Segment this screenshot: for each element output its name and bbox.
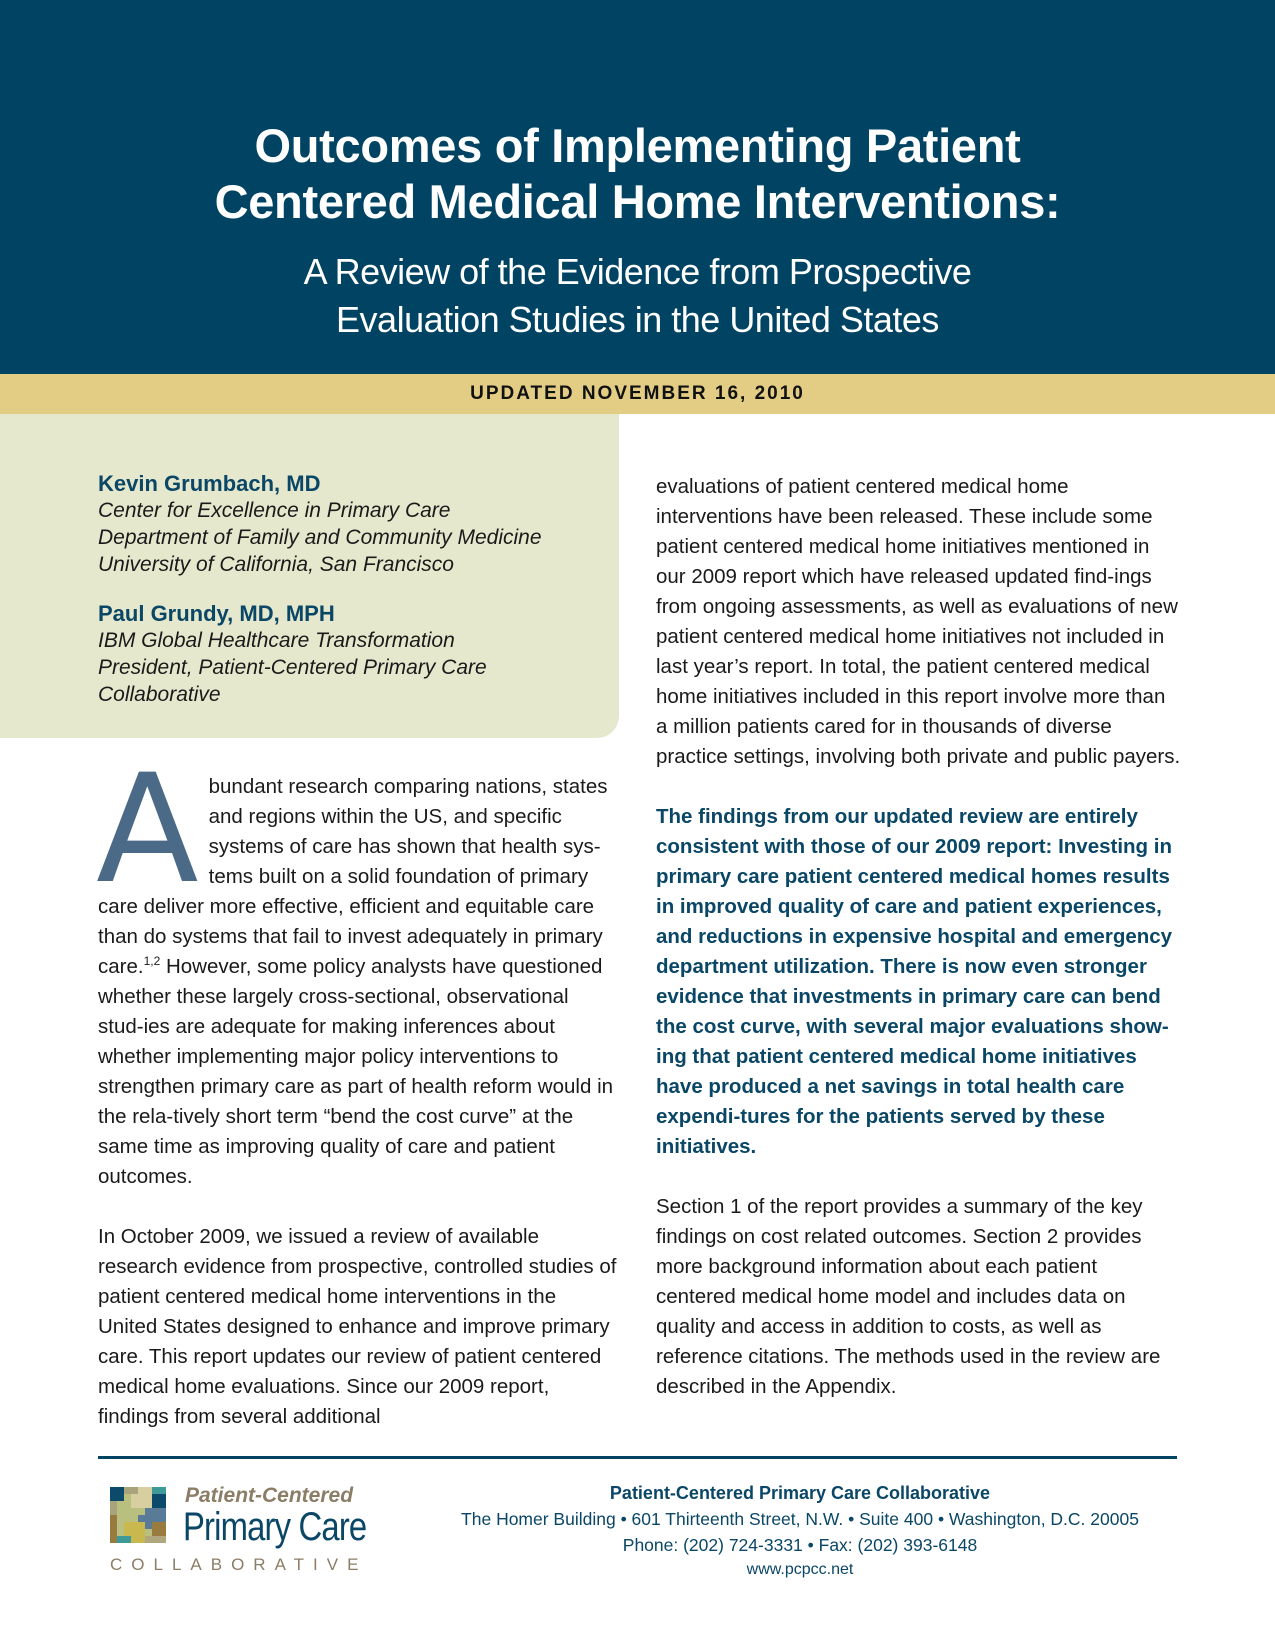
org-website-link[interactable]: www.pcpcc.net bbox=[746, 1561, 854, 1578]
intro-text-cont: However, some policy analysts have questioned whether these largely cross-sectional, observational stud-ies are adequate for making inferences about whether implementing major policy interventions to strengthen primary care as part of health reform would in the rela-tively short term “bend the cost curve” at the same time as improving quality of care and patient outcomes. bbox=[98, 955, 614, 1188]
date-band bbox=[0, 374, 1275, 414]
subtitle-line-2: Evaluation Studies in the United States bbox=[336, 299, 939, 340]
drop-cap: A bbox=[96, 743, 199, 917]
author-affiliation: University of California, San Francisco bbox=[98, 553, 454, 576]
logo-text-patient-centered: Patient-Centered bbox=[185, 1484, 354, 1507]
pcpcc-logo-icon bbox=[110, 1487, 166, 1543]
title-line-1: Outcomes of Implementing Patient bbox=[254, 119, 1021, 172]
author-affiliation: President, Patient-Centered Primary Care bbox=[98, 656, 487, 679]
author-1 bbox=[98, 470, 542, 578]
author-affiliation: Collaborative bbox=[98, 683, 221, 706]
logo-text-collaborative: COLLABORATIVE bbox=[110, 1555, 368, 1574]
document-title bbox=[0, 118, 1275, 230]
background-paragraph-cont: evaluations of patient centered medical home interventions have been released. These include some patient centered medical home initiatives mentioned in our 2009 report which have released updated find-ings from ongoing assessments, as well as evaluations of new patient centered medical home initiatives not included in last year’s report. In total, the patient centered medical home initiatives included in this report involve more than a million patients cared for in thousands of diverse practice settings, involving both private and public payers. bbox=[656, 475, 1181, 768]
author-name: Paul Grundy, MD, MPH bbox=[98, 601, 335, 626]
title-banner bbox=[0, 0, 1275, 374]
author-2 bbox=[98, 600, 487, 708]
intro-text: bundant research comparing nations, states and regions within the US, and specific systems of care has shown that health sys-tems built on a solid foundation of primary care deliver more effective, efficient and equitable care than do systems that fail to invest adequately in primary care. bbox=[98, 775, 608, 978]
sections-paragraph: Section 1 of the report provides a summary of the key findings on cost related outcomes. Section 2 provides more background information about each patient centered medical home model and includes data on quality and access in addition to costs, as well as reference citations. The methods used in the review are described in the Appendix. bbox=[656, 1195, 1161, 1398]
author-affiliation: Department of Family and Community Medicine bbox=[98, 526, 542, 549]
document-subtitle bbox=[0, 248, 1275, 344]
author-affiliation: IBM Global Healthcare Transformation bbox=[98, 629, 455, 652]
subtitle-line-1: A Review of the Evidence from Prospective bbox=[303, 251, 972, 292]
logo-text-primary-care: Primary Care bbox=[183, 1505, 367, 1549]
right-column bbox=[656, 472, 1181, 1402]
org-name: Patient-Centered Primary Care Collaborative bbox=[609, 1483, 991, 1503]
background-paragraph: In October 2009, we issued a review of available research evidence from prospective, controlled studies of patient centered medical home interventions in the United States designed to enhance and improve primary care. This report updates our review of patient centered medical home evaluations. Since our 2009 report, findings from several additional bbox=[98, 1225, 617, 1428]
intro-paragraph bbox=[96, 743, 618, 1192]
updated-date: UPDATED NOVEMBER 16, 2010 bbox=[470, 383, 805, 404]
org-address: The Homer Building • 601 Thirteenth Street, N.W. • Suite 400 • Washington, D.C. 20005 bbox=[461, 1509, 1139, 1529]
key-findings-callout: The findings from our updated review are entirely consistent with those of our 2009 report: Investing in primary care patient centered medical homes results in improved quality of care and patient experiences, and reductions in expensive hospital and emergency department utilization. There is now even stronger evidence that investments in primary care can bend the cost curve, with several major evaluations show-ing that patient centered medical home initiatives have produced a net savings in total health care expendi-tures for the patients served by these initiatives. bbox=[656, 805, 1173, 1158]
left-column bbox=[96, 743, 618, 1432]
org-phone-fax: Phone: (202) 724-3331 • Fax: (202) 393-6148 bbox=[622, 1535, 978, 1555]
author-name: Kevin Grumbach, MD bbox=[98, 471, 321, 496]
author-affiliation: Center for Excellence in Primary Care bbox=[98, 499, 451, 522]
footer-divider bbox=[98, 1456, 1177, 1459]
title-line-2: Centered Medical Home Interventions: bbox=[214, 175, 1061, 228]
citation-superscript: 1,2 bbox=[143, 954, 161, 969]
